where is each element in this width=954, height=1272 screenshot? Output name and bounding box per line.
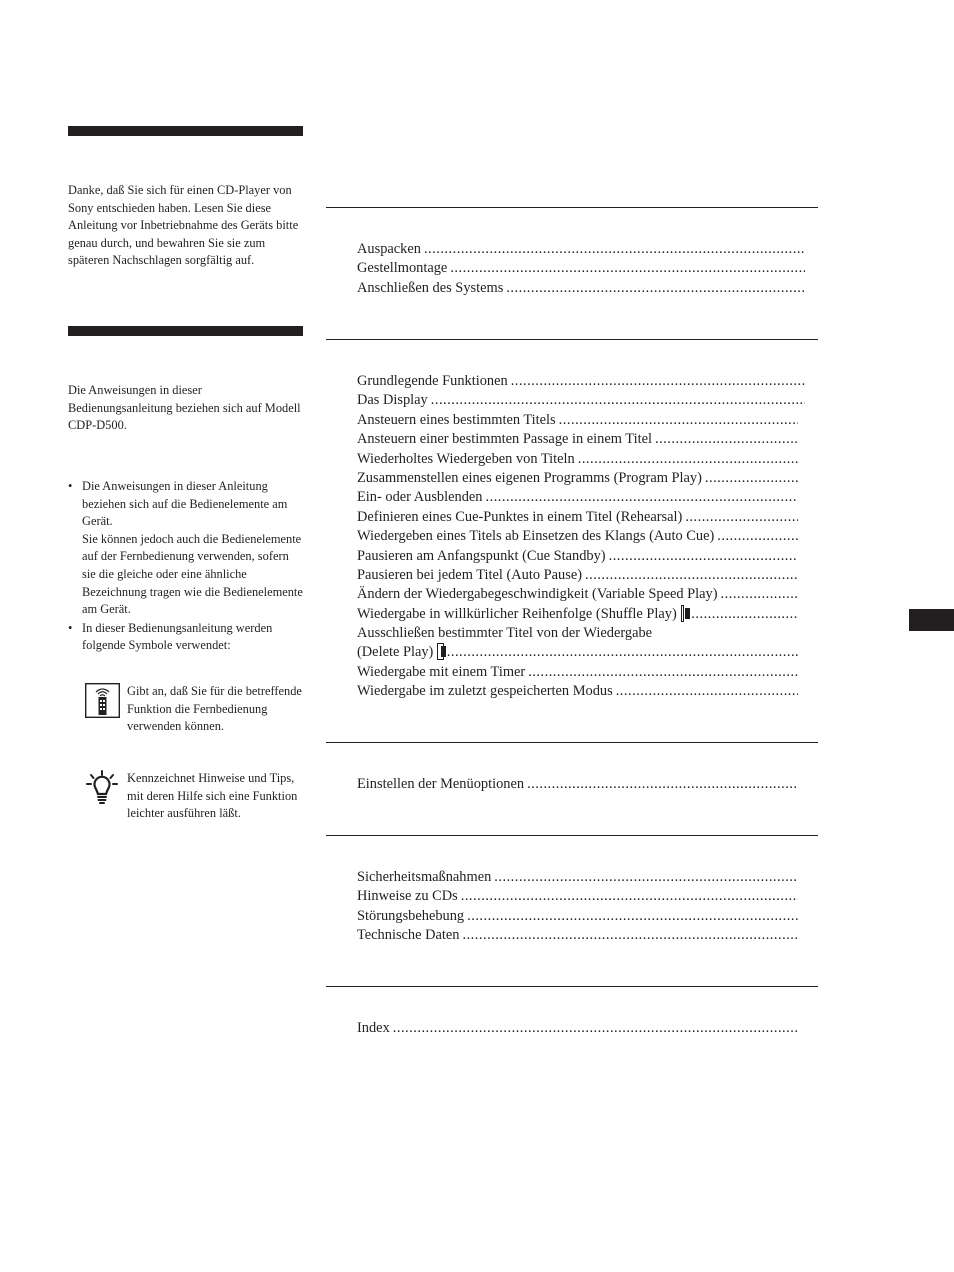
toc-entry[interactable] xyxy=(357,643,798,662)
toc-entry[interactable] xyxy=(357,450,798,469)
toc-entry[interactable] xyxy=(357,547,798,566)
section-bar-middle xyxy=(68,326,303,336)
toc-entry-title: Wiedergabe im zuletzt gespeicherten Modus xyxy=(357,683,613,700)
toc-entry-title: Ausschließen bestimmter Titel von der Wiedergabe xyxy=(357,625,653,642)
toc-leader-dots xyxy=(421,240,805,259)
toc-entry-title: Das Display xyxy=(357,392,428,409)
toc-entry-title: Definieren eines Cue-Punktes in einem Titel (Rehearsal) xyxy=(357,508,683,525)
list-item xyxy=(68,478,304,619)
toc-entry[interactable] xyxy=(357,259,805,278)
toc-entry-title: Technische Daten xyxy=(357,927,460,944)
toc-leader-dots xyxy=(682,508,798,527)
toc-entry[interactable] xyxy=(357,775,798,794)
toc-leader-dots xyxy=(582,566,798,585)
toc-entry-title: Pausieren am Anfangspunkt (Cue Standby) xyxy=(357,547,606,564)
toc-section-1 xyxy=(357,240,805,298)
model-note-paragraph xyxy=(68,382,304,435)
model-note-text: Die Anweisungen in dieser Bedienungsanleitung beziehen sich auf Modell CDP-D500. xyxy=(68,383,301,433)
toc-entry[interactable] xyxy=(357,585,798,604)
toc-entry-title: Wiedergabe mit einem Timer xyxy=(357,663,526,680)
intro-paragraph xyxy=(68,182,304,270)
toc-entry-title: Wiedergabe in willkürlicher Reihenfolge (Shuffle Play) xyxy=(357,605,677,622)
toc-entry-title: Einstellen der Menüoptionen xyxy=(357,776,525,792)
section-bar-top xyxy=(68,126,303,136)
toc-entry-title: Wiederholtes Wiedergeben von Titeln xyxy=(357,450,575,467)
toc-leader-dots xyxy=(458,887,798,906)
section-divider xyxy=(326,207,818,208)
lightbulb-tip-icon xyxy=(85,770,119,814)
toc-leader-dots xyxy=(444,643,798,662)
toc-entry[interactable] xyxy=(357,508,798,527)
toc-leader-dots xyxy=(718,585,798,604)
toc-leader-dots xyxy=(575,450,798,469)
toc-leader-dots xyxy=(390,1019,798,1038)
toc-leader-dots xyxy=(613,682,798,701)
intro-text: Danke, daß Sie sich für einen CD-Player von Sony entschieden haben. Lesen Sie diese Anleitung vor Inbetriebnahme des Geräts bitte genau durch, und bewahren Sie sie zum späteren Nachschlagen sorgfältig auf. xyxy=(68,183,299,268)
section-divider xyxy=(326,986,818,987)
edge-tab-marker xyxy=(909,609,954,631)
bullet-text: In dieser Bedienungsanleitung werden folgende Symbole verwendet: xyxy=(82,620,273,653)
toc-entry-title: Gestellmontage xyxy=(357,260,448,277)
toc-entry-title: Index xyxy=(357,1020,390,1036)
toc-leader-dots xyxy=(702,469,798,488)
bullet-text: Die Anweisungen in dieser Anleitung beziehen sich auf die Bedienelemente am Gerät. xyxy=(82,479,288,529)
toc-entry-title: Ändern der Wiedergabegeschwindigkeit (Variable Speed Play) xyxy=(357,586,718,603)
toc-entry[interactable] xyxy=(357,907,798,926)
toc-entry-title: Ansteuern eines bestimmten Titels xyxy=(357,411,556,428)
bullet-text: Sie können jedoch auch die Bedienelemente auf der Fernbedienung verwenden, sofern sie die gleiche oder eine ähnliche Bezeichnung tragen wie die Bedienelemente am Gerät. xyxy=(82,531,303,617)
section-divider xyxy=(326,742,818,743)
toc-leader-dots xyxy=(464,907,798,926)
toc-entry-title: Zusammenstellen eines eigenen Programms (Program Play) xyxy=(357,469,702,486)
toc-leader-dots xyxy=(508,372,805,391)
toc-leader-dots xyxy=(503,279,805,298)
toc-entry-title: Pausieren bei jedem Titel (Auto Pause) xyxy=(357,566,583,583)
toc-entry[interactable] xyxy=(357,469,798,488)
remote-control-icon xyxy=(437,643,443,660)
toc-entry-title: Hinweise zu CDs xyxy=(357,888,458,905)
toc-entry[interactable] xyxy=(357,868,798,887)
bullet-mark: • xyxy=(68,620,73,635)
toc-leader-dots xyxy=(525,663,798,682)
toc-entry[interactable] xyxy=(357,372,805,391)
toc-entry-title: Anschließen des Systems xyxy=(357,279,504,296)
toc-section-2 xyxy=(357,372,805,702)
toc-leader-dots xyxy=(459,926,798,945)
toc-entry-title: Grundlegende Funktionen xyxy=(357,373,508,389)
toc-section-5 xyxy=(357,1019,798,1038)
toc-entry-title: Ein- oder Ausblenden xyxy=(357,489,483,506)
toc-entry[interactable] xyxy=(357,1019,798,1038)
toc-leader-dots xyxy=(556,411,798,430)
toc-entry[interactable] xyxy=(357,430,798,449)
toc-leader-dots xyxy=(491,868,798,887)
toc-leader-dots xyxy=(524,775,798,794)
symbol-remote-text: Gibt an, daß Sie für die betreffende Funktion die Fernbedienung verwenden können. xyxy=(127,684,302,734)
toc-entry[interactable] xyxy=(357,240,805,259)
toc-entry[interactable] xyxy=(357,887,798,906)
toc-entry-title: Ansteuern einer bestimmten Passage in einem Titel xyxy=(357,431,652,448)
toc-entry[interactable] xyxy=(357,527,798,546)
toc-entry[interactable] xyxy=(357,566,798,585)
toc-entry[interactable] xyxy=(357,411,798,430)
toc-entry-title: Wiedergeben eines Titels ab Einsetzen des Klangs (Auto Cue) xyxy=(357,528,715,545)
toc-leader-dots xyxy=(447,259,805,278)
toc-entry[interactable] xyxy=(357,605,798,624)
notes-list xyxy=(68,478,304,656)
toc-leader-dots xyxy=(684,605,798,624)
toc-leader-dots xyxy=(606,547,798,566)
toc-leader-dots xyxy=(714,527,798,546)
toc-entry[interactable] xyxy=(357,682,798,701)
toc-entry-title: Sicherheitsmaßnahmen xyxy=(357,869,492,885)
toc-entry[interactable] xyxy=(357,279,805,298)
toc-section-4 xyxy=(357,868,798,946)
remote-control-icon xyxy=(85,683,120,724)
toc-entry-title: Störungsbehebung xyxy=(357,907,465,924)
symbol-tip-text: Kennzeichnet Hinweise und Tips, mit deren Hilfe sich eine Funktion leichter ausführen läßt. xyxy=(127,771,298,821)
toc-entry[interactable] xyxy=(357,926,798,945)
bullet-mark: • xyxy=(68,479,73,493)
toc-section-3 xyxy=(357,775,798,794)
section-divider xyxy=(326,835,818,836)
list-item xyxy=(68,620,304,655)
toc-entry-title: (Delete Play) xyxy=(357,644,434,661)
toc-entry[interactable] xyxy=(357,391,805,410)
toc-entry[interactable] xyxy=(357,624,805,643)
toc-entry-title: Auspacken xyxy=(357,241,421,257)
toc-entry[interactable] xyxy=(357,488,798,507)
section-divider xyxy=(326,339,818,340)
remote-control-icon xyxy=(681,605,684,622)
toc-entry[interactable] xyxy=(357,663,798,682)
toc-leader-dots xyxy=(428,391,805,410)
toc-leader-dots xyxy=(483,488,799,507)
toc-leader-dots xyxy=(652,430,798,449)
